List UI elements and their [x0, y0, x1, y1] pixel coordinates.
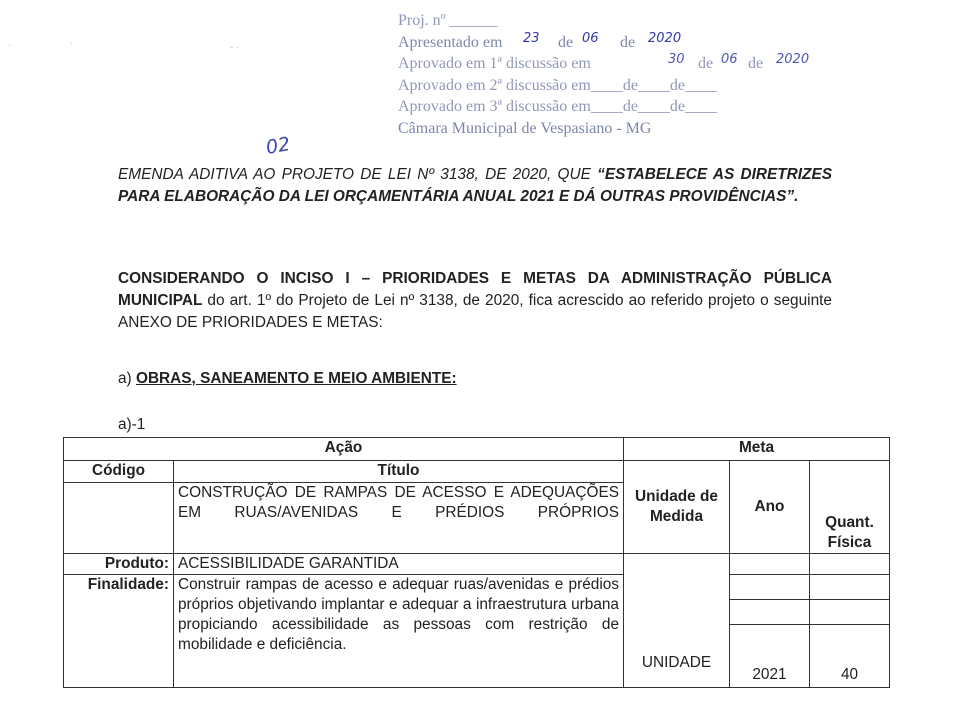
quant-empty-3 — [810, 600, 890, 625]
section-title: OBRAS, SANEAMENTO E MEIO AMBIENTE: — [135, 370, 457, 387]
stamp-de-2: de — [620, 33, 636, 51]
scan-speck: - · — [230, 42, 240, 53]
codigo-cell — [64, 483, 174, 554]
produto-label: Produto: — [64, 554, 174, 575]
acao-header: Ação — [64, 438, 624, 461]
stamp-apresentado-day: 23 — [523, 30, 540, 46]
quant-value: 40 — [810, 625, 890, 688]
ano-empty-3 — [730, 600, 810, 625]
ano-empty-2 — [730, 575, 810, 600]
stamp-de-4: de — [748, 55, 764, 72]
emenda-plain: EMENDA ADITIVA AO PROJETO DE LEI Nº 3138, DE 2020, QUE — [118, 166, 598, 183]
stamp-apresentado-year: 2020 — [648, 30, 682, 46]
stamp-1-discussao-month: 06 — [721, 52, 738, 67]
handwritten-number: 02 — [264, 133, 292, 159]
considerando-plain: do art. 1º do Projeto de Lei nº 3138, de 2020, fica acrescido ao referido projeto o seguinte ANEXO DE PRIORIDADES E METAS: — [118, 292, 832, 331]
quant-empty-2 — [810, 575, 890, 600]
finalidade-label: Finalidade: — [64, 575, 174, 688]
titulo-header: Título — [174, 461, 624, 483]
stamp-1-discussao-year: 2020 — [776, 52, 810, 67]
ano-value: 2021 — [730, 625, 810, 688]
stamp-1-discussao-label: Aprovado em 1ª discussão em — [398, 55, 591, 72]
meta-header: Meta — [624, 438, 890, 461]
considerando-paragraph — [118, 268, 832, 334]
section-prefix: a) — [118, 370, 136, 387]
produto-value: ACESSIBILIDADE GARANTIDA — [174, 554, 624, 575]
stamp-line-2-discussao: Aprovado em 2ª discussão em____de____de____ — [398, 76, 718, 94]
considerando-bold: CONSIDERANDO O INCISO I – PRIORIDADES E METAS DA ADMINISTRAÇÃO PÚBLICA MUNICIPAL — [118, 270, 832, 309]
codigo-header: Código — [64, 461, 174, 483]
stamp-apresentado-label: Apresentado em — [398, 33, 503, 51]
unidade-value: UNIDADE — [624, 554, 730, 688]
stamp-de-3: de — [698, 55, 714, 72]
ano-header: Ano — [730, 461, 810, 554]
finalidade-value: Construir rampas de acesso e adequar ruas/avenidas e prédios próprios objetivando implantar e adequar a infraestrutura urbana propiciando acessibilidade as pessoas com restrição de mobilidade e deficiência. — [174, 575, 624, 688]
quant-empty-1 — [810, 554, 890, 575]
emenda-bold: “ESTABELECE AS DIRETRIZES PARA ELABORAÇÃO DA LEI ORÇAMENTÁRIA ANUAL 2021 E DÁ OUTRAS PROVIDÊNCIAS”. — [118, 166, 832, 205]
stamp-line-camara: Câmara Municipal de Vespasiano - MG — [398, 119, 652, 137]
priorities-table — [63, 437, 890, 688]
scan-speck: · — [70, 38, 74, 49]
stamp-line-1-discussao — [398, 52, 868, 77]
stamp-apresentado-month: 06 — [582, 30, 599, 46]
stamp-proj-label: Proj. nº — [398, 12, 446, 29]
stamp-de-1: de — [558, 33, 574, 51]
emenda-paragraph — [118, 164, 832, 208]
unidade-header: Unidade de Medida — [624, 461, 730, 554]
subsection-label: a)-1 — [118, 416, 146, 433]
titulo-cell: CONSTRUÇÃO DE RAMPAS DE ACESSO E ADEQUAÇÕES EM RUAS/AVENIDAS E PRÉDIOS PRÓPRIOS — [174, 483, 624, 554]
section-heading — [118, 368, 832, 390]
scan-speck: · — [8, 40, 12, 51]
ano-empty-1 — [730, 554, 810, 575]
quant-header: Quant. Física — [810, 461, 890, 554]
protocol-stamp — [398, 12, 868, 141]
stamp-1-discussao-day: 30 — [668, 52, 685, 67]
stamp-line-proj: Proj. nº ______ — [398, 12, 498, 29]
stamp-line-3-discussao: Aprovado em 3ª discussão em____de____de____ — [398, 98, 718, 115]
